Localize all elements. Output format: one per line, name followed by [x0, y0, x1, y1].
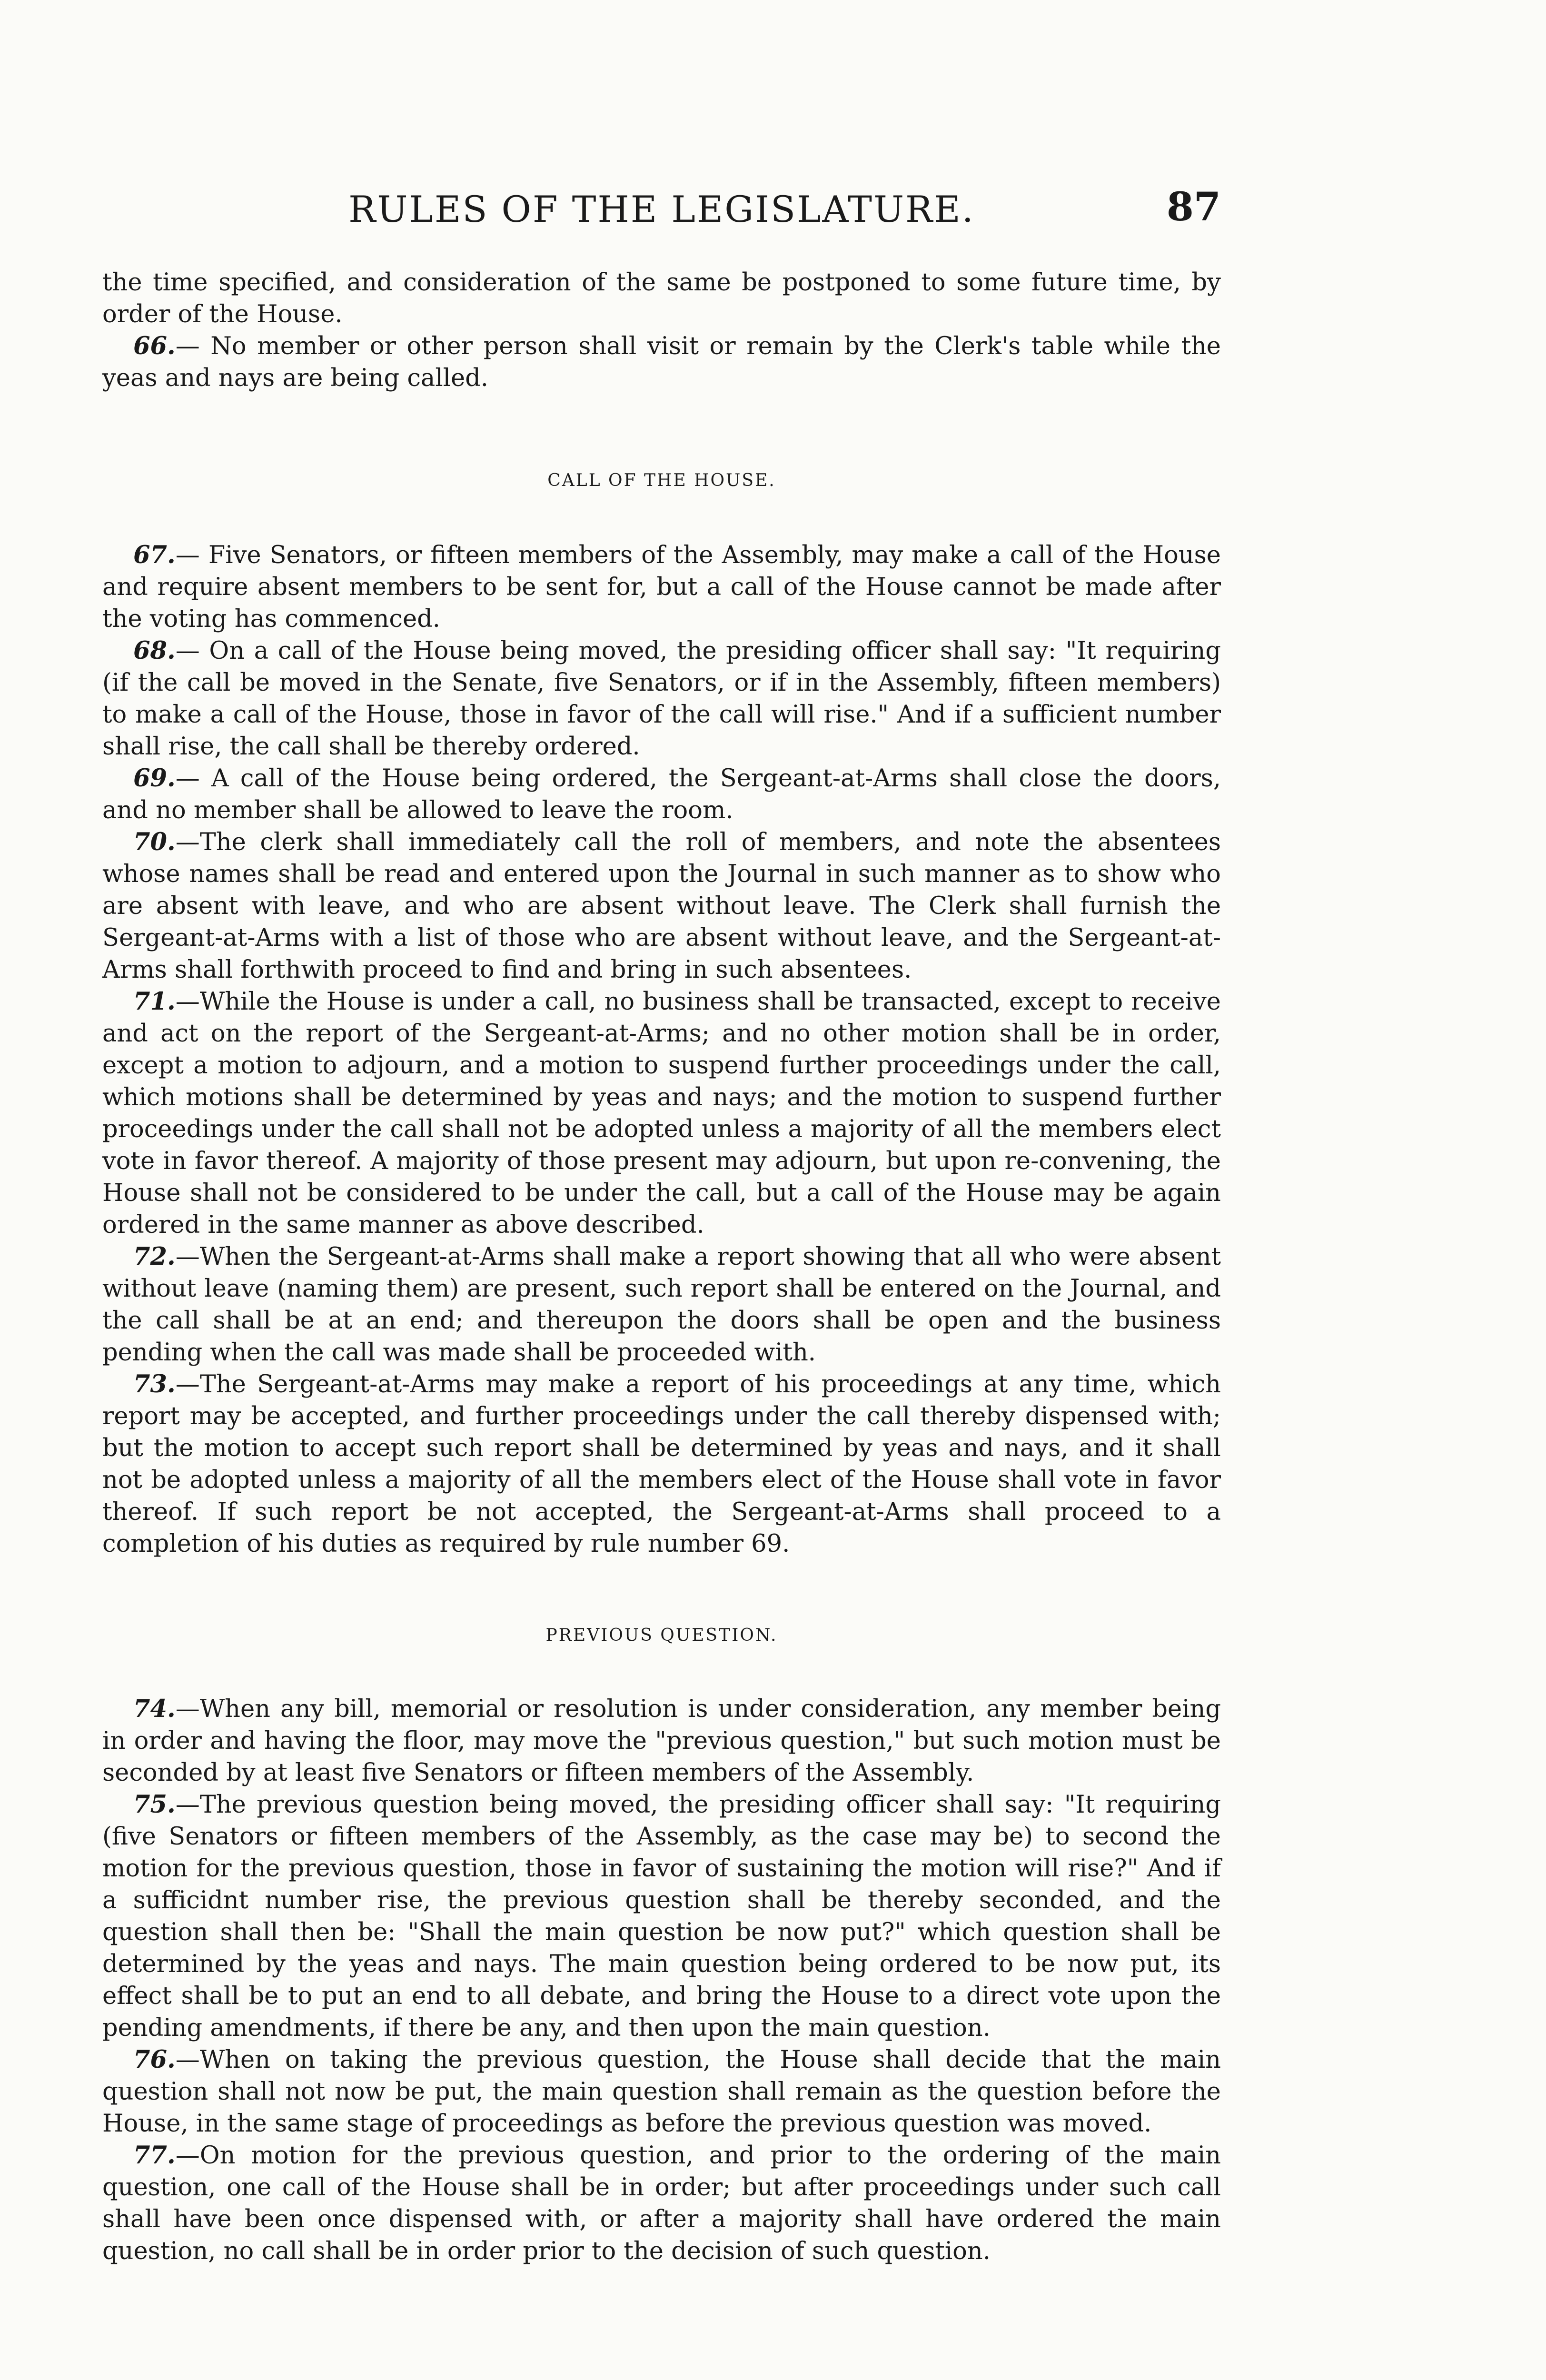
rule-66: [102, 330, 1221, 394]
running-title: RULES OF THE LEGISLATURE.: [348, 188, 975, 230]
rule-text: —While the House is under a call, no business shall be transacted, except to receive and act on the report of the Sergeant-at-Arms; and no other motion shall be in order, except a motion to adjourn, and a motion to suspend further proceedings under the call, which motions shall be determined by yeas and nays; and the motion to suspend further proceedings under the call shall not be adopted unless a majority of all the members elect vote in favor thereof. A majority of those present may adjourn, but upon re-convening, the House shall not be considered to be under the call, but a call of the House may be again ordered in the same manner as above described.: [102, 988, 1221, 1239]
rule-text: — Five Senators, or fifteen members of the Assembly, may make a call of the House and require absent members to be sent for, but a call of the House cannot be made after the voting has commenced.: [102, 541, 1221, 633]
section-heading-call-of-the-house: CALL OF THE HOUSE.: [547, 471, 776, 490]
rule-number: 69.: [133, 764, 176, 793]
section-heading-previous-question: PREVIOUS QUESTION.: [545, 1626, 778, 1645]
page-number: 87: [1166, 184, 1221, 230]
rule-number: 71.: [133, 987, 176, 1016]
rule-number: 75.: [133, 1790, 176, 1819]
rule-71: [102, 986, 1221, 1241]
rule-number: 70.: [133, 828, 176, 856]
rule-text: —On motion for the previous question, and prior to the ordering of the main question, one call of the House shall be in order; but after proceedings under such call shall have been once dispensed with, or after a majority shall have ordered the main question, no call shall be in order prior to the decision of such question.: [102, 2142, 1221, 2265]
rule-text: —When any bill, memorial or resolution is under consideration, any member being in order and having the floor, may move the "previous question," but such motion must be seconded by at least five Senators or fifteen members of the Assembly.: [102, 1695, 1221, 1787]
rule-number: 68.: [133, 636, 176, 665]
rule-76: [102, 2044, 1221, 2140]
rule-68: [102, 635, 1221, 763]
rule-74: [102, 1693, 1221, 1789]
rule-text: — A call of the House being ordered, the Sergeant-at-Arms shall close the doors, and no member shall be allowed to leave the room.: [102, 764, 1221, 824]
rule-67: [102, 539, 1221, 635]
rule-75: [102, 1789, 1221, 2044]
rule-number: 76.: [133, 2045, 176, 2074]
rule-text: —When the Sergeant-at-Arms shall make a report showing that all who were absent without leave (naming them) are present, such report shall be entered on the Journal, and the call shall be at an end; and thereupon the doors shall be open and the business pending when the call was made shall be proceeded with.: [102, 1243, 1221, 1367]
carryover-paragraph: the time specified, and consideration of the same be postponed to some future time, by order of the House.: [102, 268, 1221, 328]
rule-73: [102, 1368, 1221, 1560]
rule-number: 66.: [133, 332, 176, 360]
rule-72: [102, 1241, 1221, 1368]
rule-number: 77.: [133, 2141, 176, 2170]
rule-text: —The previous question being moved, the presiding officer shall say: "It requiring (five Senators or fifteen members of the Assembly, as the case may be) to second the motion for the previous question, those in favor of sustaining the motion will rise?" And if a sufficidnt number rise, the previous question shall be thereby seconded, and the question shall then be: "Shall the main question be now put?" which question shall be determined by the yeas and nays. The main question being ordered to be now put, its effect shall be to put an end to all debate, and bring the House to a direct vote upon the pending amendments, if there be any, and then upon the main question.: [102, 1791, 1221, 2042]
page-body: [102, 267, 1221, 2267]
rule-text: — No member or other person shall visit or remain by the Clerk's table while the yeas and nays are being called.: [102, 332, 1221, 392]
rule-number: 73.: [133, 1370, 176, 1398]
rule-70: [102, 826, 1221, 986]
rule-text: —The clerk shall immediately call the roll of members, and note the absentees whose names shall be read and entered upon the Journal in such manner as to show who are absent with leave, and who are absent without leave. The Clerk shall furnish the Sergeant-at-Arms with a list of those who are absent without leave, and the Sergeant-at-Arms shall forthwith proceed to find and bring in such absentees.: [102, 828, 1221, 984]
page-header: [102, 184, 1221, 245]
rule-number: 74.: [133, 1695, 176, 1723]
rule-text: — On a call of the House being moved, the presiding officer shall say: "It requiring (if the call be moved in the Senate, five Senators, or if in the Assembly, fifteen members) to make a call of the House, those in favor of the call will rise." And if a sufficient number shall rise, the call shall be thereby ordered.: [102, 637, 1221, 761]
rule-number: 72.: [133, 1242, 176, 1271]
rule-number: 67.: [133, 541, 176, 569]
rule-text: —The Sergeant-at-Arms may make a report of his proceedings at any time, which report may be accepted, and further proceedings under the call thereby dispensed with; but the motion to accept such report shall be determined by yeas and nays, and it shall not be adopted unless a majority of all the members elect of the House shall vote in favor thereof. If such report be not accepted, the Sergeant-at-Arms shall proceed to a completion of his duties as required by rule number 69.: [102, 1370, 1221, 1558]
rule-77: [102, 2140, 1221, 2267]
rule-69: [102, 763, 1221, 826]
rule-text: —When on taking the previous question, the House shall decide that the main question shall not now be put, the main question shall remain as the question before the House, in the same stage of proceedings as before the previous question was moved.: [102, 2046, 1221, 2138]
